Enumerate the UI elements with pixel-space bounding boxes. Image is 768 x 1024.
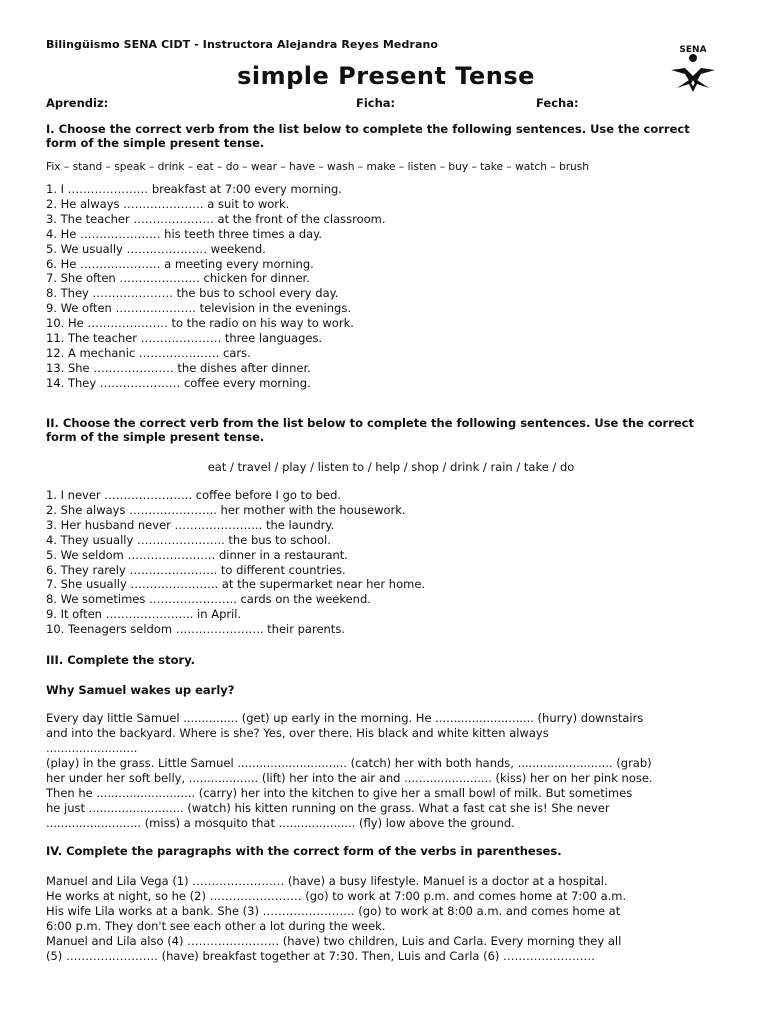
story-line: Every day little Samuel ............... (get) up early in the morning. He ........................... (hurry) downstairs: [46, 711, 644, 725]
org-header: Bilingüismo SENA CIDT - Instructora Alejandra Reyes Medrano: [46, 38, 439, 51]
list-item: 8. We sometimes ………………….. cards on the weekend.: [46, 592, 371, 607]
story-line: her under her soft belly, ................... (lift) her into the air and ........................ (kiss) her on her pink nose.: [46, 771, 653, 785]
story-line: .........................: [46, 741, 138, 755]
section-2-title-line: form of the simple present tense.: [46, 430, 265, 444]
paragraph-line: His wife Lila works at a bank. She (3) …………………… (go) to work at 8:00 a.m. and comes home at: [46, 904, 621, 918]
paragraph-line: (5) …………………… (have) breakfast together at 7:30. Then, Luis and Carla (6) ……………………: [46, 949, 596, 963]
story-line: .......................... (miss) a mosquito that ..................... (fly) low above the ground.: [46, 816, 515, 830]
list-item: 6. He ………………… a meeting every morning.: [46, 256, 314, 271]
paragraph-line: 6:00 p.m. They don't see each other a lot during the week.: [46, 919, 386, 933]
story-line: he just .......................... (watch) his kitten running on the grass. What a fast cat she is! She never: [46, 801, 610, 815]
list-item: 7. She often ………………… chicken for dinner.: [46, 271, 310, 286]
list-item: 7. She usually ………………….. at the supermarket near her home.: [46, 577, 426, 592]
list-item: 4. They usually ………………….. the bus to school.: [46, 532, 331, 547]
list-item: 2. She always ………………….. her mother with the housework.: [46, 502, 406, 517]
field-ficha: Ficha:: [356, 96, 396, 110]
section-2: [46, 416, 736, 637]
list-item: 4. He ………………… his teeth three times a day.: [46, 226, 322, 241]
list-item: 11. The teacher ………………… three languages.: [46, 331, 323, 346]
section-1-items: [46, 182, 736, 391]
list-item: 1. I ………………… breakfast at 7:00 every morning.: [46, 182, 342, 196]
sena-logo: [665, 40, 721, 98]
list-item: 3. The teacher ………………… at the front of the classroom.: [46, 211, 386, 226]
list-item: 13. She ………………… the dishes after dinner.: [46, 360, 311, 375]
list-item: 14. They ………………… coffee every morning.: [46, 375, 311, 390]
list-item: 9. It often ………………….. in April.: [46, 607, 242, 622]
field-aprendiz: Aprendiz:: [46, 96, 109, 110]
section-1-title: [46, 122, 736, 150]
list-item: 10. He ………………… to the radio on his way to work.: [46, 316, 354, 331]
section-2-verb-list: eat / travel / play / listen to / help / shop / drink / rain / take / do: [207, 460, 575, 474]
list-item: 12. A mechanic ………………… cars.: [46, 345, 251, 360]
field-fecha: Fecha:: [536, 96, 579, 110]
paragraph-line: Manuel and Lila also (4) …………………… (have) two children, Luis and Carla. Every morning they all: [46, 934, 622, 948]
story-line: (play) in the grass. Little Samuel .............................. (catch) her with both hands, .......................... (grab): [46, 756, 652, 770]
section-1: [46, 122, 736, 391]
list-item: 3. Her husband never ………………….. the laundry.: [46, 517, 335, 532]
list-item: 10. Teenagers seldom ………………….. their parents.: [46, 622, 345, 637]
section-1-verb-list: Fix – stand – speak – drink – eat – do – wear – have – wash – make – listen – buy – take – watch – brush: [46, 161, 590, 173]
section-4-title: IV. Complete the paragraphs with the correct form of the verbs in parentheses.: [46, 844, 562, 858]
story-line: Then he ........................... (carry) her into the kitchen to give her a small bowl of milk. But sometimes: [46, 786, 633, 800]
list-item: 2. He always ………………… a suit to work.: [46, 196, 290, 211]
section-2-items: [46, 488, 736, 637]
paragraph-line: He works at night, so he (2) …………………… (go) to work at 7:00 p.m. and comes home at 7:00 a.m.: [46, 889, 627, 903]
sena-logo-text: SENA: [679, 45, 707, 55]
list-item: 5. We usually ………………… weekend.: [46, 241, 266, 256]
list-item: 1. I never ………………….. coffee before I go to bed.: [46, 488, 342, 502]
section-1-title-line: I. Choose the correct verb from the list below to complete the following sentences. Use the correct: [46, 122, 690, 136]
list-item: 9. We often ………………… television in the evenings.: [46, 301, 351, 316]
page-title: simple Present Tense: [237, 62, 535, 90]
section-2-title: [46, 416, 736, 444]
paragraph-line: Manuel and Lila Vega (1) …………………… (have) a busy lifestyle. Manuel is a doctor at a hospital.: [46, 874, 608, 888]
story-line: and into the backyard. Where is she? Yes, over there. His black and white kitten always: [46, 726, 549, 740]
section-3: [46, 653, 736, 831]
section-1-title-line: form of the simple present tense.: [46, 136, 265, 150]
list-item: 8. They ………………… the bus to school every day.: [46, 286, 339, 301]
sena-logo-icon: [665, 40, 721, 98]
list-item: 5. We seldom ………………….. dinner in a restaurant.: [46, 547, 348, 562]
list-item: 6. They rarely ………………….. to different countries.: [46, 562, 346, 577]
section-3-title: III. Complete the story.: [46, 653, 196, 667]
section-4-paragraph: [46, 874, 736, 964]
section-2-title-line: II. Choose the correct verb from the list below to complete the following sentences. Use the correct: [46, 416, 694, 430]
story-title: Why Samuel wakes up early?: [46, 683, 235, 697]
story-paragraph: [46, 711, 736, 831]
section-4: [46, 844, 736, 964]
student-fields: [46, 96, 686, 112]
